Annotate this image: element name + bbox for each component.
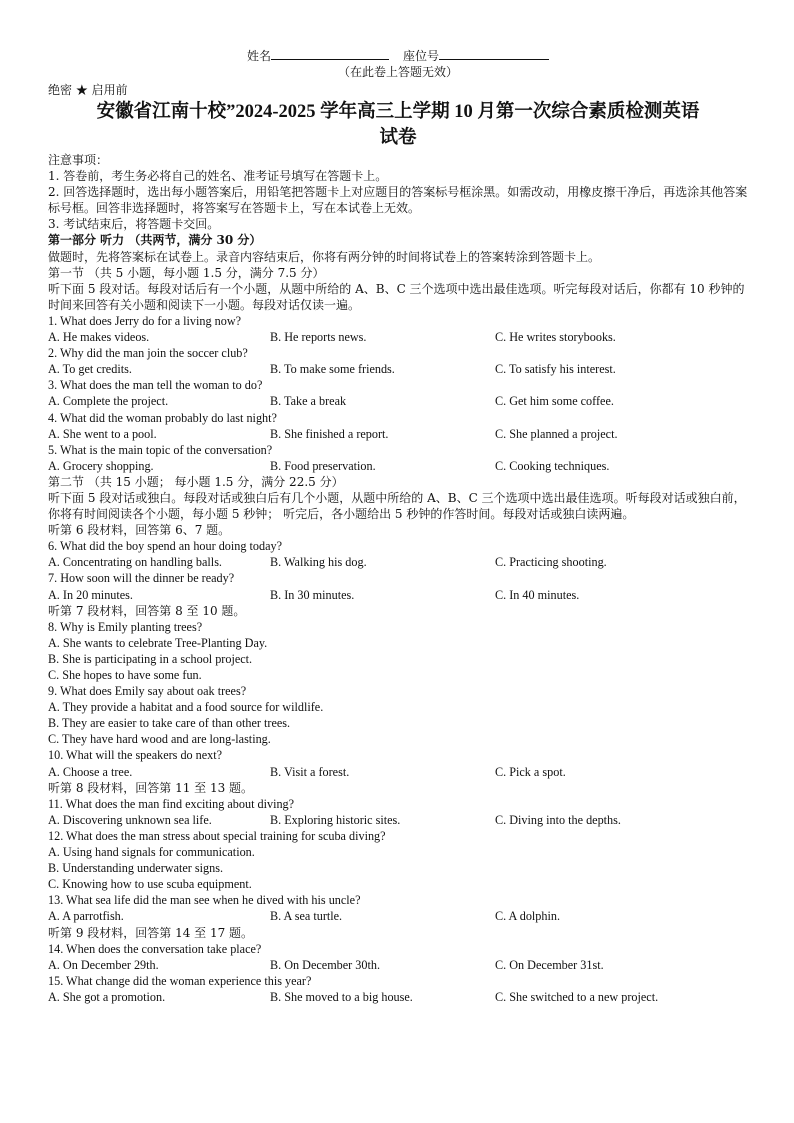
option-a: A. Complete the project. [48, 394, 169, 409]
question-stem: 11. What does the man find exciting about diving? [48, 796, 295, 811]
seat-blank [439, 46, 549, 60]
option-b: B. She moved to a big house. [270, 989, 413, 1004]
option-c: C. On December 31st. [495, 957, 604, 972]
question-stem: 12. What does the man stress about special training for scuba diving? [48, 828, 386, 843]
option-b: B. She is participating in a school project. [48, 651, 253, 666]
invalid-note: （在此卷上答题无效） [337, 65, 458, 79]
option-a: A. Concentrating on handling balls. [48, 555, 222, 570]
question-options [48, 361, 748, 377]
option-c: C. He writes storybooks. [495, 330, 616, 345]
question-stem: 14. When does the conversation take place? [48, 941, 262, 956]
option-b: B. Exploring historic sites. [270, 812, 401, 827]
student-info-header [48, 46, 748, 65]
question-options [48, 908, 748, 924]
seat-label: 座位号 [403, 49, 440, 63]
section2-title: 第二节 （共 15 小题； 每小题 1.5 分，满分 22.5 分） [48, 474, 344, 489]
section1-title: 第一节 （共 5 小题，每小题 1.5 分，满分 7.5 分） [48, 265, 325, 280]
option-b: B. Visit a forest. [270, 764, 350, 779]
secret-mark: 绝密 ★ 启用前 [48, 83, 128, 97]
option-b: B. She finished a report. [270, 426, 389, 441]
part1-title: 第一部分 听力 （共两节，满分 30 分） [48, 233, 262, 248]
option-b: B. A sea turtle. [270, 909, 343, 924]
option-b: B. To make some friends. [270, 362, 395, 377]
option-b: B. They are easier to take care of than other trees. [48, 716, 291, 731]
option-a: A. He makes videos. [48, 330, 150, 345]
option-c: C. A dolphin. [495, 909, 561, 924]
option-b: B. In 30 minutes. [270, 587, 355, 602]
option-b: B. Take a break [270, 394, 347, 409]
option-c: C. Diving into the depths. [495, 812, 621, 827]
option-a: A. She got a promotion. [48, 989, 166, 1004]
option-c: C. She hopes to have some fun. [48, 668, 202, 682]
option-b: B. Walking his dog. [270, 555, 367, 570]
option-b: B. On December 30th. [270, 957, 380, 972]
question-options [48, 426, 748, 442]
option-c: C. To satisfy his interest. [495, 362, 616, 377]
question-stem: 1. What does Jerry do for a living now? [48, 313, 242, 328]
option-c: C. Pick a spot. [495, 764, 566, 779]
section1-intro: 听下面 5 段对话。每段对话后有一个小题，从题中所给的 A、B、C 三个选项中选出最佳选项。听完每段对话后，你都有 10 秒钟的时间来回答有关小题和阅读下一小题。每段对话仅读一遍。 [48, 281, 745, 312]
question-options [48, 957, 748, 973]
option-c: C. Practicing shooting. [495, 555, 607, 570]
question-options [48, 554, 748, 570]
question-stem: 13. What sea life did the man see when he dived with his uncle? [48, 893, 361, 908]
question-options [48, 393, 748, 409]
question-options [48, 329, 748, 345]
option-b: B. Understanding underwater signs. [48, 861, 223, 876]
material-heading: 听第 7 段材料，回答第 8 至 10 题。 [48, 603, 246, 618]
option-a: A. Discovering unknown sea life. [48, 812, 212, 827]
option-a: A. On December 29th. [48, 957, 159, 972]
question-stem: 4. What did the woman probably do last night? [48, 410, 277, 425]
exam-title-line2: 试卷 [379, 128, 417, 148]
question-stem: 7. How soon will the dinner be ready? [48, 571, 235, 586]
question-stem: 2. Why did the man join the soccer club? [48, 346, 248, 361]
exam-title-line1: 安徽省江南十校”2024-2025 学年高三上学期 10 月第一次综合素质检测英语 [96, 102, 700, 122]
option-c: C. She planned a project. [495, 426, 618, 441]
section2-intro: 听下面 5 段对话或独白。每段对话或独白后有几个小题，从题中所给的 A、B、C 三个选项中选出最佳选项。听每段对话或独白前，你将有时间阅读各个小题，每小题 5 秒钟； 听完后，各小题给出 5 秒钟的作答时间。每段对话或独白读两遍。 [48, 490, 746, 522]
question-stem: 5. What is the main topic of the conversation? [48, 442, 273, 457]
option-a: A. She went to a pool. [48, 426, 157, 441]
name-label: 姓名 [246, 49, 271, 63]
option-c: C. In 40 minutes. [495, 587, 580, 602]
question-stem: 10. What will the speakers do next? [48, 748, 223, 763]
question-stem: 15. What change did the woman experience this year? [48, 973, 312, 988]
option-c: C. Cooking techniques. [495, 458, 610, 473]
question-options [48, 764, 748, 780]
question-options [48, 989, 748, 1005]
notice-item: 3. 考试结束后，将答题卡交回。 [48, 217, 220, 232]
option-a: A. To get credits. [48, 362, 132, 377]
question-stem: 8. Why is Emily planting trees? [48, 619, 203, 634]
option-b: B. He reports news. [270, 330, 367, 345]
material-heading: 听第 9 段材料，回答第 14 至 17 题。 [48, 925, 254, 940]
material-heading: 听第 6 段材料，回答第 6、7 题。 [48, 523, 231, 538]
option-b: B. Food preservation. [270, 458, 376, 473]
exam-page [48, 46, 748, 1005]
option-a: A. A parrotfish. [48, 909, 124, 924]
option-a: A. They provide a habitat and a food source for wildlife. [48, 700, 324, 715]
option-a: A. In 20 minutes. [48, 587, 133, 602]
notice-item: 1. 答卷前，考生务必将自己的姓名、准考证号填写在答题卡上。 [48, 169, 388, 184]
question-options [48, 587, 748, 603]
option-a: A. She wants to celebrate Tree-Planting Day. [48, 635, 268, 650]
part1-intro: 做题时，先将答案标在试卷上。录音内容结束后，你将有两分钟的时间将试卷上的答案转涂到答题卡上。 [48, 249, 601, 264]
option-a: A. Grocery shopping. [48, 458, 154, 473]
notice-item: 2. 回答选择题时，选出每小题答案后，用铅笔把答题卡上对应题目的答案标号框涂黑。如需改动，用橡皮擦干净后，再选涂其他答案标号框。回答非选择题时，将答案写在答题卡上，写在本试卷上无效。 [48, 185, 748, 216]
option-c: C. They have hard wood and are long-lasting. [48, 732, 271, 747]
notice-title: 注意事项： [48, 153, 109, 167]
option-a: A. Choose a tree. [48, 764, 133, 779]
option-c: C. Get him some coffee. [495, 394, 614, 409]
name-blank [271, 46, 389, 60]
question-stem: 3. What does the man tell the woman to do? [48, 378, 263, 393]
question-stem: 9. What does Emily say about oak trees? [48, 684, 247, 699]
question-options [48, 458, 748, 474]
material-heading: 听第 8 段材料，回答第 11 至 13 题。 [48, 780, 254, 795]
question-stem: 6. What did the boy spend an hour doing today? [48, 539, 283, 554]
option-c: C. Knowing how to use scuba equipment. [48, 877, 252, 892]
option-c: C. She switched to a new project. [495, 989, 659, 1004]
option-a: A. Using hand signals for communication. [48, 845, 255, 860]
question-options [48, 812, 748, 828]
